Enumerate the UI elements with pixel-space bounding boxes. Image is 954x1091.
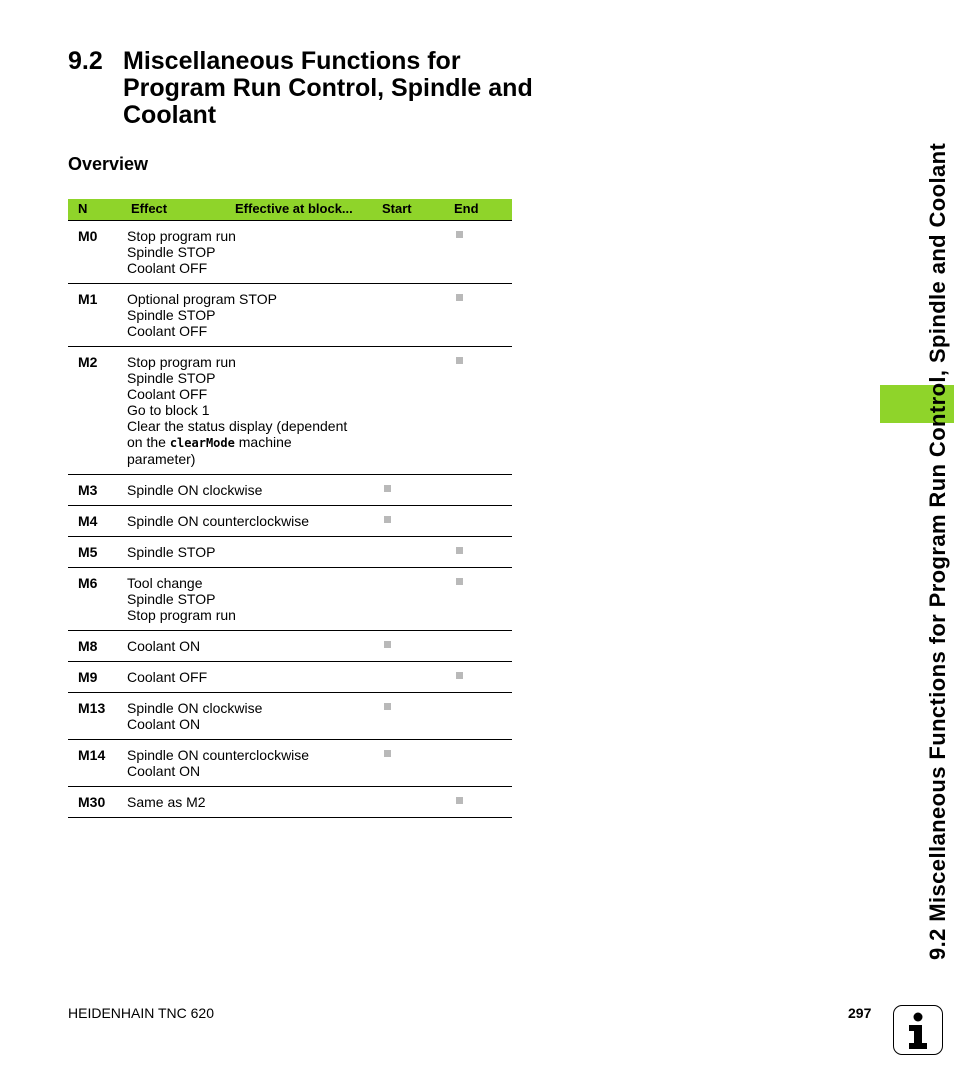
table-row: [68, 740, 512, 787]
effect-cell: [68, 347, 367, 474]
start-marker: [384, 485, 391, 492]
effect-line: Spindle STOP: [127, 244, 216, 260]
end-marker: [456, 672, 463, 679]
effect-line: Coolant ON: [127, 763, 201, 779]
effect-line: Stop program run: [127, 607, 236, 623]
effect-line: Spindle STOP: [127, 544, 216, 560]
effect-line: Clear the status display (dependent: [127, 418, 348, 434]
effect-line: Spindle STOP: [127, 307, 216, 323]
effect-line: Same as M2: [127, 794, 206, 810]
start-marker: [384, 703, 391, 710]
effect-line: Spindle ON clockwise: [127, 482, 263, 498]
effect-line: parameter): [127, 451, 196, 467]
header-effective-at: Effective at block...: [235, 201, 353, 216]
table-row: [68, 506, 512, 537]
m-code: M4: [78, 513, 98, 529]
effect-line: [127, 434, 367, 451]
start-marker: [384, 516, 391, 523]
table-row: [68, 347, 512, 475]
effect-line: Stop program run: [127, 228, 236, 244]
effect-cell: [68, 631, 367, 661]
effect-line: Coolant ON: [127, 638, 201, 654]
table-row: [68, 787, 512, 818]
effect-cell: [68, 506, 367, 536]
m-functions-table: [68, 199, 512, 818]
effect-cell: [68, 568, 367, 630]
m-code: M13: [78, 700, 106, 716]
effect-cell: [68, 787, 367, 817]
machine-parameter: clearMode: [169, 436, 235, 450]
effect-cell: [68, 740, 367, 786]
m-code: M5: [78, 544, 98, 560]
table-row: [68, 221, 512, 284]
m-code: M14: [78, 747, 106, 763]
effect-line: Spindle ON clockwise: [127, 700, 263, 716]
side-running-title: 9.2 Miscellaneous Functions for Program Run Control, Spindle and Coolant: [925, 142, 950, 960]
m-code: M9: [78, 669, 98, 685]
header-end: End: [454, 201, 479, 216]
table-row: [68, 284, 512, 347]
header-start: Start: [382, 201, 412, 216]
end-marker: [456, 797, 463, 804]
m-code: M30: [78, 794, 106, 810]
table-row: [68, 693, 512, 740]
table-header: [68, 199, 512, 221]
table-row: [68, 537, 512, 568]
m-code: M3: [78, 482, 98, 498]
end-marker: [456, 578, 463, 585]
effect-line: Go to block 1: [127, 402, 210, 418]
end-marker: [456, 357, 463, 364]
effect-cell: [68, 284, 367, 346]
effect-line: Coolant OFF: [127, 386, 208, 402]
end-marker: [456, 547, 463, 554]
start-marker: [384, 750, 391, 757]
end-marker: [456, 231, 463, 238]
table-row: [68, 568, 512, 631]
effect-line: Spindle ON counterclockwise: [127, 513, 310, 529]
overview-heading: Overview: [68, 154, 149, 174]
effect-line: Tool change: [127, 575, 203, 591]
m-code: M8: [78, 638, 98, 654]
effect-cell: [68, 537, 367, 567]
effect-text: machine: [234, 434, 292, 450]
effect-line: Spindle STOP: [127, 591, 216, 607]
start-marker: [384, 641, 391, 648]
header-n: N: [78, 201, 88, 216]
effect-text: on the: [127, 434, 170, 450]
effect-cell: [68, 221, 367, 283]
effect-line: Optional program STOP: [127, 291, 277, 307]
m-code: M1: [78, 291, 98, 307]
info-icon: [893, 1005, 943, 1055]
m-code: M0: [78, 228, 98, 244]
effect-cell: [68, 475, 367, 505]
info-icon-glyph: [894, 1006, 941, 1053]
effect-line: Spindle STOP: [127, 370, 216, 386]
effect-line: Spindle ON counterclockwise: [127, 747, 310, 763]
header-effect: Effect: [131, 201, 168, 216]
effect-line: Coolant OFF: [127, 669, 208, 685]
effect-cell: [68, 693, 367, 739]
table-row: [68, 631, 512, 662]
m-code: M2: [78, 354, 98, 370]
table-row: [68, 662, 512, 693]
end-marker: [456, 294, 463, 301]
table-row: [68, 475, 512, 506]
section-number: 9.2: [68, 47, 103, 75]
effect-cell: [68, 662, 367, 692]
footer-product: HEIDENHAIN TNC 620: [68, 1005, 215, 1021]
effect-line: Stop program run: [127, 354, 236, 370]
effect-line: Coolant ON: [127, 716, 201, 732]
effect-line: Coolant OFF: [127, 260, 208, 276]
section-title: Miscellaneous Functions for Program Run Control, Spindle and Coolant: [123, 47, 533, 129]
page-number: 297: [848, 1005, 872, 1021]
m-code: M6: [78, 575, 98, 591]
effect-line: Coolant OFF: [127, 323, 208, 339]
